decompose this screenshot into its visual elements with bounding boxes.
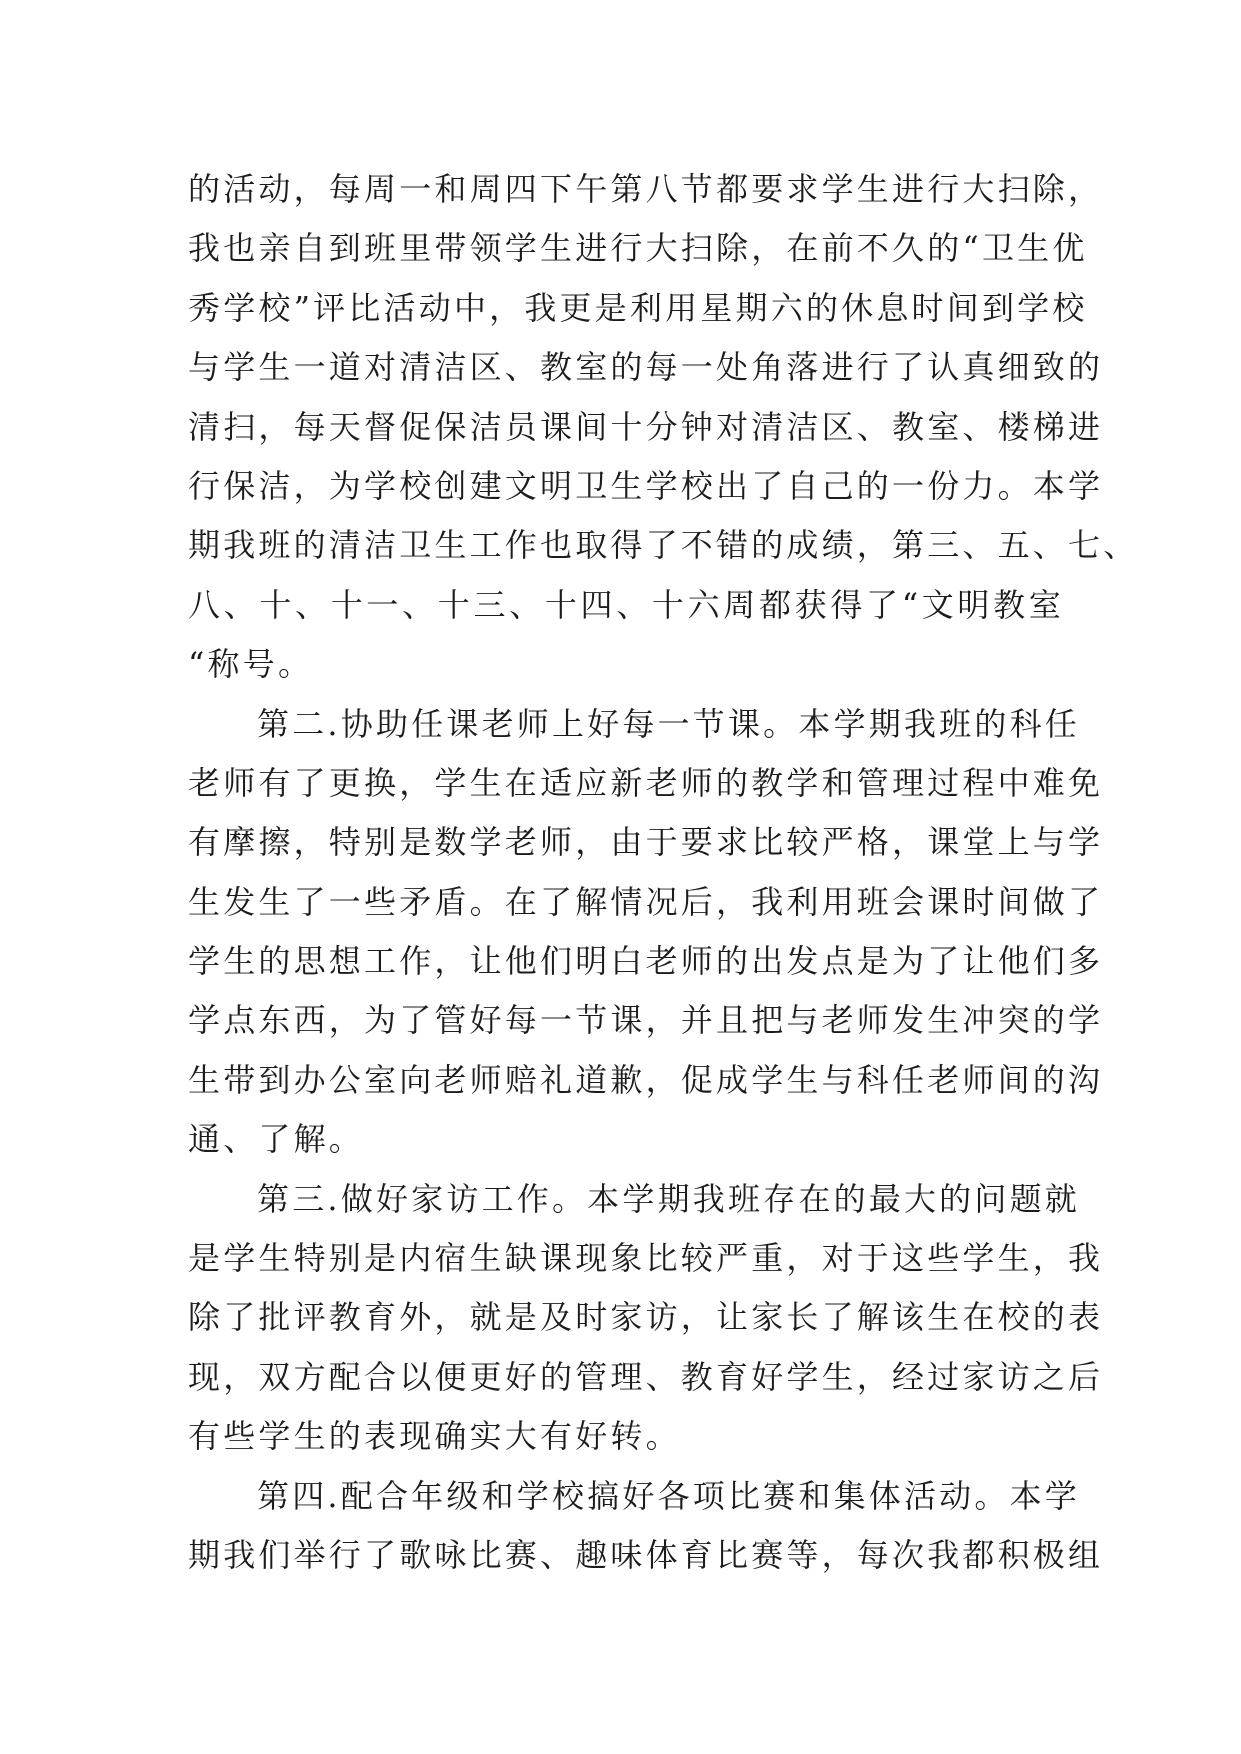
text-line: 通、了解。 [188, 1120, 365, 1159]
text-line: 与学生一道对清洁区、教室的每一处角落进行了认真细致的 [188, 348, 1104, 387]
paragraph-first-line: 第三.做好家访工作。本学期我班存在的最大的问题就 [257, 1179, 1080, 1218]
text-line: 现，双方配合以便更好的管理、教育好学生，经过家访之后 [188, 1357, 1104, 1396]
text-line: 清扫，每天督促保洁员课间十分钟对清洁区、教室、楼梯进 [188, 407, 1104, 446]
text-line: 有摩擦，特别是数学老师，由于要求比较严格，课堂上与学 [188, 823, 1104, 862]
text-line: 学生的思想工作，让他们明白老师的出发点是为了让他们多 [188, 942, 1104, 981]
text-line: 除了批评教育外，就是及时家访，让家长了解该生在校的表 [188, 1298, 1104, 1337]
text-line: 我也亲自到班里带领学生进行大扫除，在前不久的“卫生优 [188, 229, 1088, 268]
text-line: “称号。 [188, 645, 314, 684]
text-line: 老师有了更换，学生在适应新老师的教学和管理过程中难免 [188, 763, 1104, 802]
text-line: 秀学校”评比活动中，我更是利用星期六的休息时间到学校 [188, 288, 1088, 327]
text-line: 期我们举行了歌咏比赛、趣味体育比赛等，每次我都积极组 [188, 1535, 1104, 1574]
text-line: 学点东西，为了管好每一节课，并且把与老师发生冲突的学 [188, 1001, 1104, 1040]
text-line: 生发生了一些矛盾。在了解情况后，我利用班会课时间做了 [188, 882, 1104, 921]
paragraph-first-line: 第二.协助任课老师上好每一节课。本学期我班的科任 [257, 704, 1080, 743]
text-line: 八、十、十一、十三、十四、十六周都获得了“文明教室 [188, 585, 1064, 624]
text-line: 是学生特别是内宿生缺课现象比较严重，对于这些学生，我 [188, 1239, 1104, 1278]
text-line: 的活动，每周一和周四下午第八节都要求学生进行大扫除， [188, 170, 1104, 208]
text-line: 有些学生的表现确实大有好转。 [188, 1417, 681, 1456]
text-line: 生带到办公室向老师赔礼道歉，促成学生与科任老师间的沟 [188, 1060, 1104, 1099]
text-line: 行保洁，为学校创建文明卫生学校出了自己的一份力。本学 [188, 466, 1104, 505]
body-text [188, 160, 1139, 1585]
text-line: 期我班的清洁卫生工作也取得了不错的成绩，第三、五、七、 [188, 526, 1139, 565]
paragraph-first-line: 第四.配合年级和学校搞好各项比赛和集体活动。本学 [257, 1476, 1080, 1515]
